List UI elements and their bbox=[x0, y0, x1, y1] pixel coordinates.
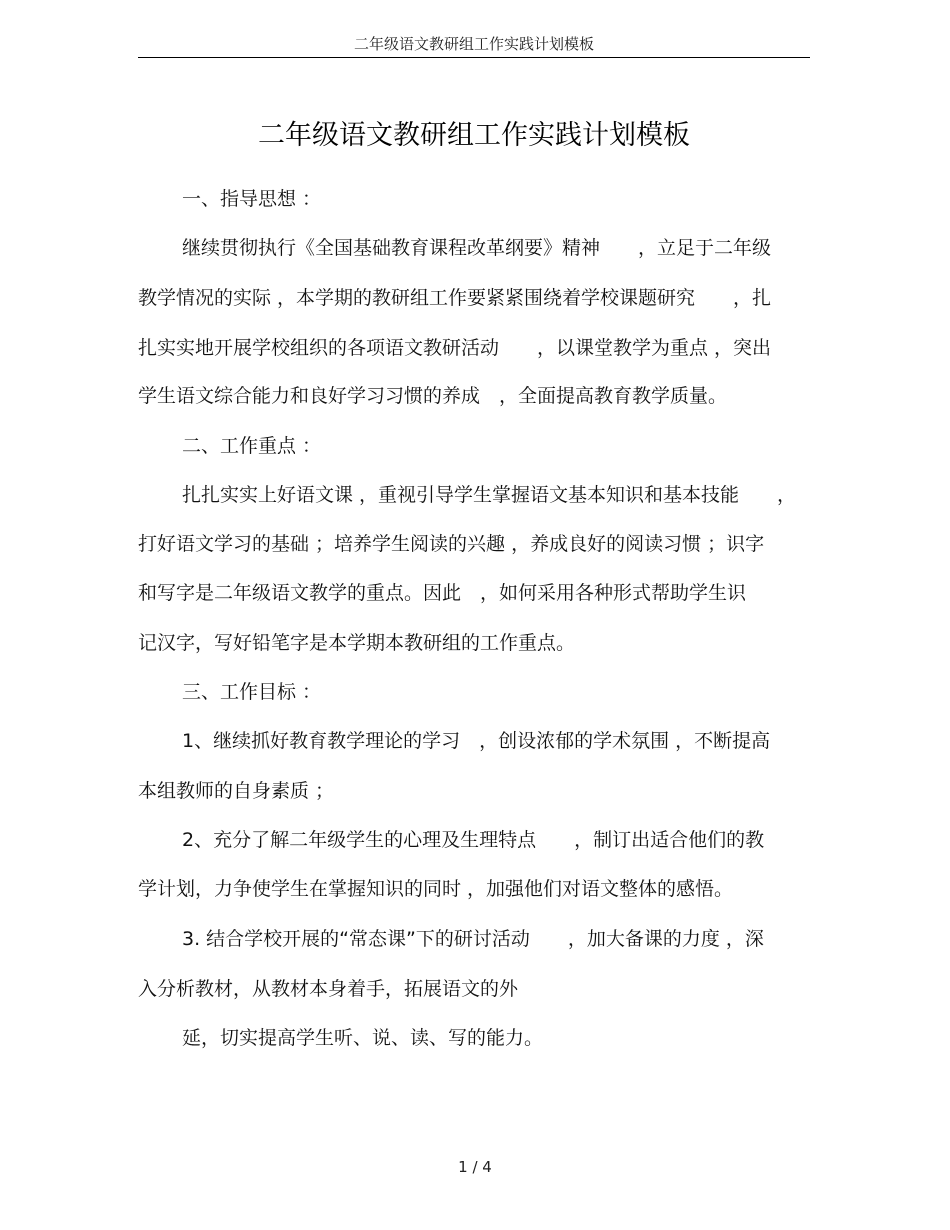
running-header: 二年级语文教研组工作实践计划模板 bbox=[353, 35, 594, 53]
paragraph-line: 教学情况的实际 ，本学期的教研组工作要紧紧围绕着学校课题研究 ，扎 bbox=[138, 287, 772, 309]
paragraph-line: 和写字是二年级语文教学的重点。因此 ，如何采用各种形式帮助学生识 bbox=[138, 582, 747, 604]
paragraph-line: 学生语文综合能力和良好学习习惯的养成 ，全面提高教育教学质量。 bbox=[138, 385, 728, 407]
paragraph-line: 记汉字，写好铅笔字是本学期本教研组的工作重点。 bbox=[138, 632, 576, 654]
document-title: 二年级语文教研组工作实践计划模板 bbox=[258, 120, 690, 151]
list-item-3: 3. 结合学校开展的“常态课”下的研讨活动 ，加大备课的力度 ，深 bbox=[182, 928, 764, 950]
section-heading-1: 一、指导思想 ： bbox=[182, 188, 322, 210]
paragraph-line: 入分析教材，从教材本身着手，拓展语文的外 bbox=[138, 978, 519, 1000]
page-number: 1 / 4 bbox=[458, 1158, 492, 1176]
paragraph-line: 打好语文学习的基础 ；培养学生阅读的兴趣 ，养成良好的阅读习惯 ；识字 bbox=[138, 533, 765, 555]
section-heading-2: 二、工作重点 ： bbox=[182, 435, 322, 457]
paragraph-line: 学计划，力争使学生在掌握知识的同时 ，加强他们对语文整体的感悟。 bbox=[138, 878, 734, 900]
list-item-1: 1、继续抓好教育教学理论的学习 ，创设浓郁的学术氛围 ，不断提高 bbox=[182, 730, 771, 752]
paragraph-line: 本组教师的自身素质 ； bbox=[138, 780, 335, 802]
list-item-2: 2、充分了解二年级学生的心理及生理特点 ，制订出适合他们的教 bbox=[182, 829, 765, 851]
paragraph-line: 继续贯彻执行《全国基础教育课程改革纲要》精神 ，立足于二年级 bbox=[182, 237, 772, 259]
paragraph-line: 扎扎实实上好语文课 ，重视引导学生掌握语文基本知识和基本技能 ， bbox=[182, 484, 797, 506]
section-heading-3: 三、工作目标 ： bbox=[182, 681, 322, 703]
header-divider bbox=[138, 57, 810, 58]
paragraph-line: 延，切实提高学生听、说、读、写的能力。 bbox=[182, 1027, 544, 1049]
paragraph-line: 扎实实地开展学校组织的各项语文教研活动 ，以课堂教学为重点 ，突出 bbox=[138, 337, 772, 359]
